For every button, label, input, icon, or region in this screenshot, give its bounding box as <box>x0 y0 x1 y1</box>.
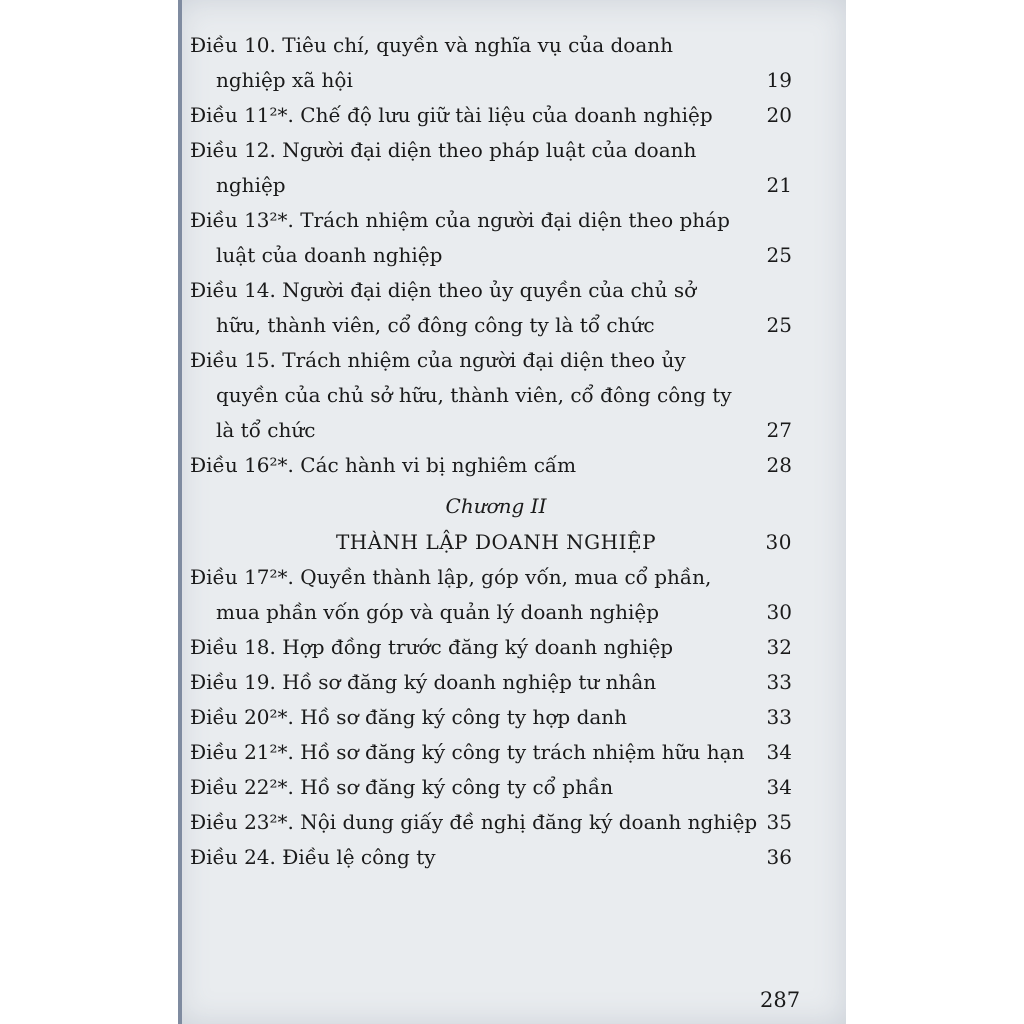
toc-entry <box>190 735 802 770</box>
toc-entry-line: Điều 12. Người đại diện theo pháp luật của doanh <box>190 138 697 162</box>
page-folio-number: 287 <box>760 988 801 1012</box>
page-edge <box>178 0 182 1024</box>
toc-entry-line: Điều 15. Trách nhiệm của người đại diện theo ủy <box>190 348 686 372</box>
toc-entry-page-number: 34 <box>766 740 792 764</box>
toc-entry-line: Điều 22²*. Hồ sơ đăng ký công ty cổ phần <box>190 775 614 799</box>
toc-entry <box>190 28 802 98</box>
toc-entry-page-number: 25 <box>766 243 792 267</box>
toc-entry-page-number: 20 <box>766 103 792 127</box>
toc-entry-page-number: 35 <box>766 810 792 834</box>
toc-entry <box>190 343 802 448</box>
toc-entry-page-number: 28 <box>766 453 792 477</box>
toc-entry-line: Điều 23²*. Nội dung giấy đề nghị đăng ký doanh nghiệp <box>190 810 758 834</box>
chapter-title: THÀNH LẬP DOANH NGHIỆP <box>335 530 657 554</box>
toc-entry <box>190 133 802 203</box>
toc-entry-page-number: 34 <box>766 775 792 799</box>
toc-entry-page-number: 30 <box>766 600 792 624</box>
toc-entry-line: Điều 19. Hồ sơ đăng ký doanh nghiệp tư nhân <box>190 670 657 694</box>
toc-entry-line: Điều 11²*. Chế độ lưu giữ tài liệu của doanh nghiệp <box>190 103 713 127</box>
toc-entry-line: Điều 10. Tiêu chí, quyền và nghĩa vụ của doanh <box>190 33 674 57</box>
chapter-page-number: 30 <box>765 530 792 554</box>
toc-entry <box>190 98 802 133</box>
toc-entry <box>190 630 802 665</box>
toc-entry-line: mua phần vốn góp và quản lý doanh nghiệp <box>216 600 660 624</box>
toc-entry-line: nghiệp xã hội <box>216 68 353 92</box>
toc-entry <box>190 448 802 483</box>
toc-entry <box>190 560 802 630</box>
toc-entry-line: Điều 24. Điều lệ công ty <box>190 845 436 869</box>
toc-group-chapter-1 <box>190 28 802 483</box>
toc-entry-page-number: 25 <box>766 313 792 337</box>
toc-entry <box>190 665 802 700</box>
toc-entry-page-number: 33 <box>766 705 792 729</box>
toc-entry <box>190 203 802 273</box>
toc-entry-line: Điều 13²*. Trách nhiệm của người đại diện theo pháp <box>190 208 730 232</box>
toc-entry-line: luật của doanh nghiệp <box>216 243 443 267</box>
chapter-heading <box>190 489 802 560</box>
toc-entry-line: Điều 20²*. Hồ sơ đăng ký công ty hợp danh <box>190 705 628 729</box>
toc-entry <box>190 805 802 840</box>
toc-entry-page-number: 19 <box>766 68 792 92</box>
toc-entry-line: Điều 16²*. Các hành vi bị nghiêm cấm <box>190 453 577 477</box>
toc-entry-line: nghiệp <box>216 173 286 197</box>
toc-entry-line: Điều 14. Người đại diện theo ủy quyền của chủ sở <box>190 278 697 302</box>
chapter-label: Chương II <box>445 494 547 518</box>
table-of-contents <box>190 28 802 875</box>
toc-entry-page-number: 21 <box>766 173 792 197</box>
toc-entry <box>190 273 802 343</box>
toc-group-chapter-2 <box>190 560 802 875</box>
toc-entry-line: Điều 18. Hợp đồng trước đăng ký doanh nghiệp <box>190 635 674 659</box>
chapter-title-row <box>190 524 802 560</box>
toc-entry-page-number: 32 <box>766 635 792 659</box>
toc-entry-line: quyền của chủ sở hữu, thành viên, cổ đông công ty <box>216 383 732 407</box>
toc-entry-line: là tổ chức <box>216 418 316 442</box>
toc-entry-line: Điều 17²*. Quyền thành lập, góp vốn, mua cổ phần, <box>190 565 712 589</box>
toc-entry-page-number: 27 <box>766 418 792 442</box>
toc-entry-line: Điều 21²*. Hồ sơ đăng ký công ty trách nhiệm hữu hạn <box>190 740 745 764</box>
toc-entry <box>190 840 802 875</box>
toc-entry <box>190 770 802 805</box>
toc-entry-line: hữu, thành viên, cổ đông công ty là tổ chức <box>216 313 655 337</box>
toc-entry-page-number: 36 <box>766 845 792 869</box>
toc-entry-page-number: 33 <box>766 670 792 694</box>
toc-entry <box>190 700 802 735</box>
